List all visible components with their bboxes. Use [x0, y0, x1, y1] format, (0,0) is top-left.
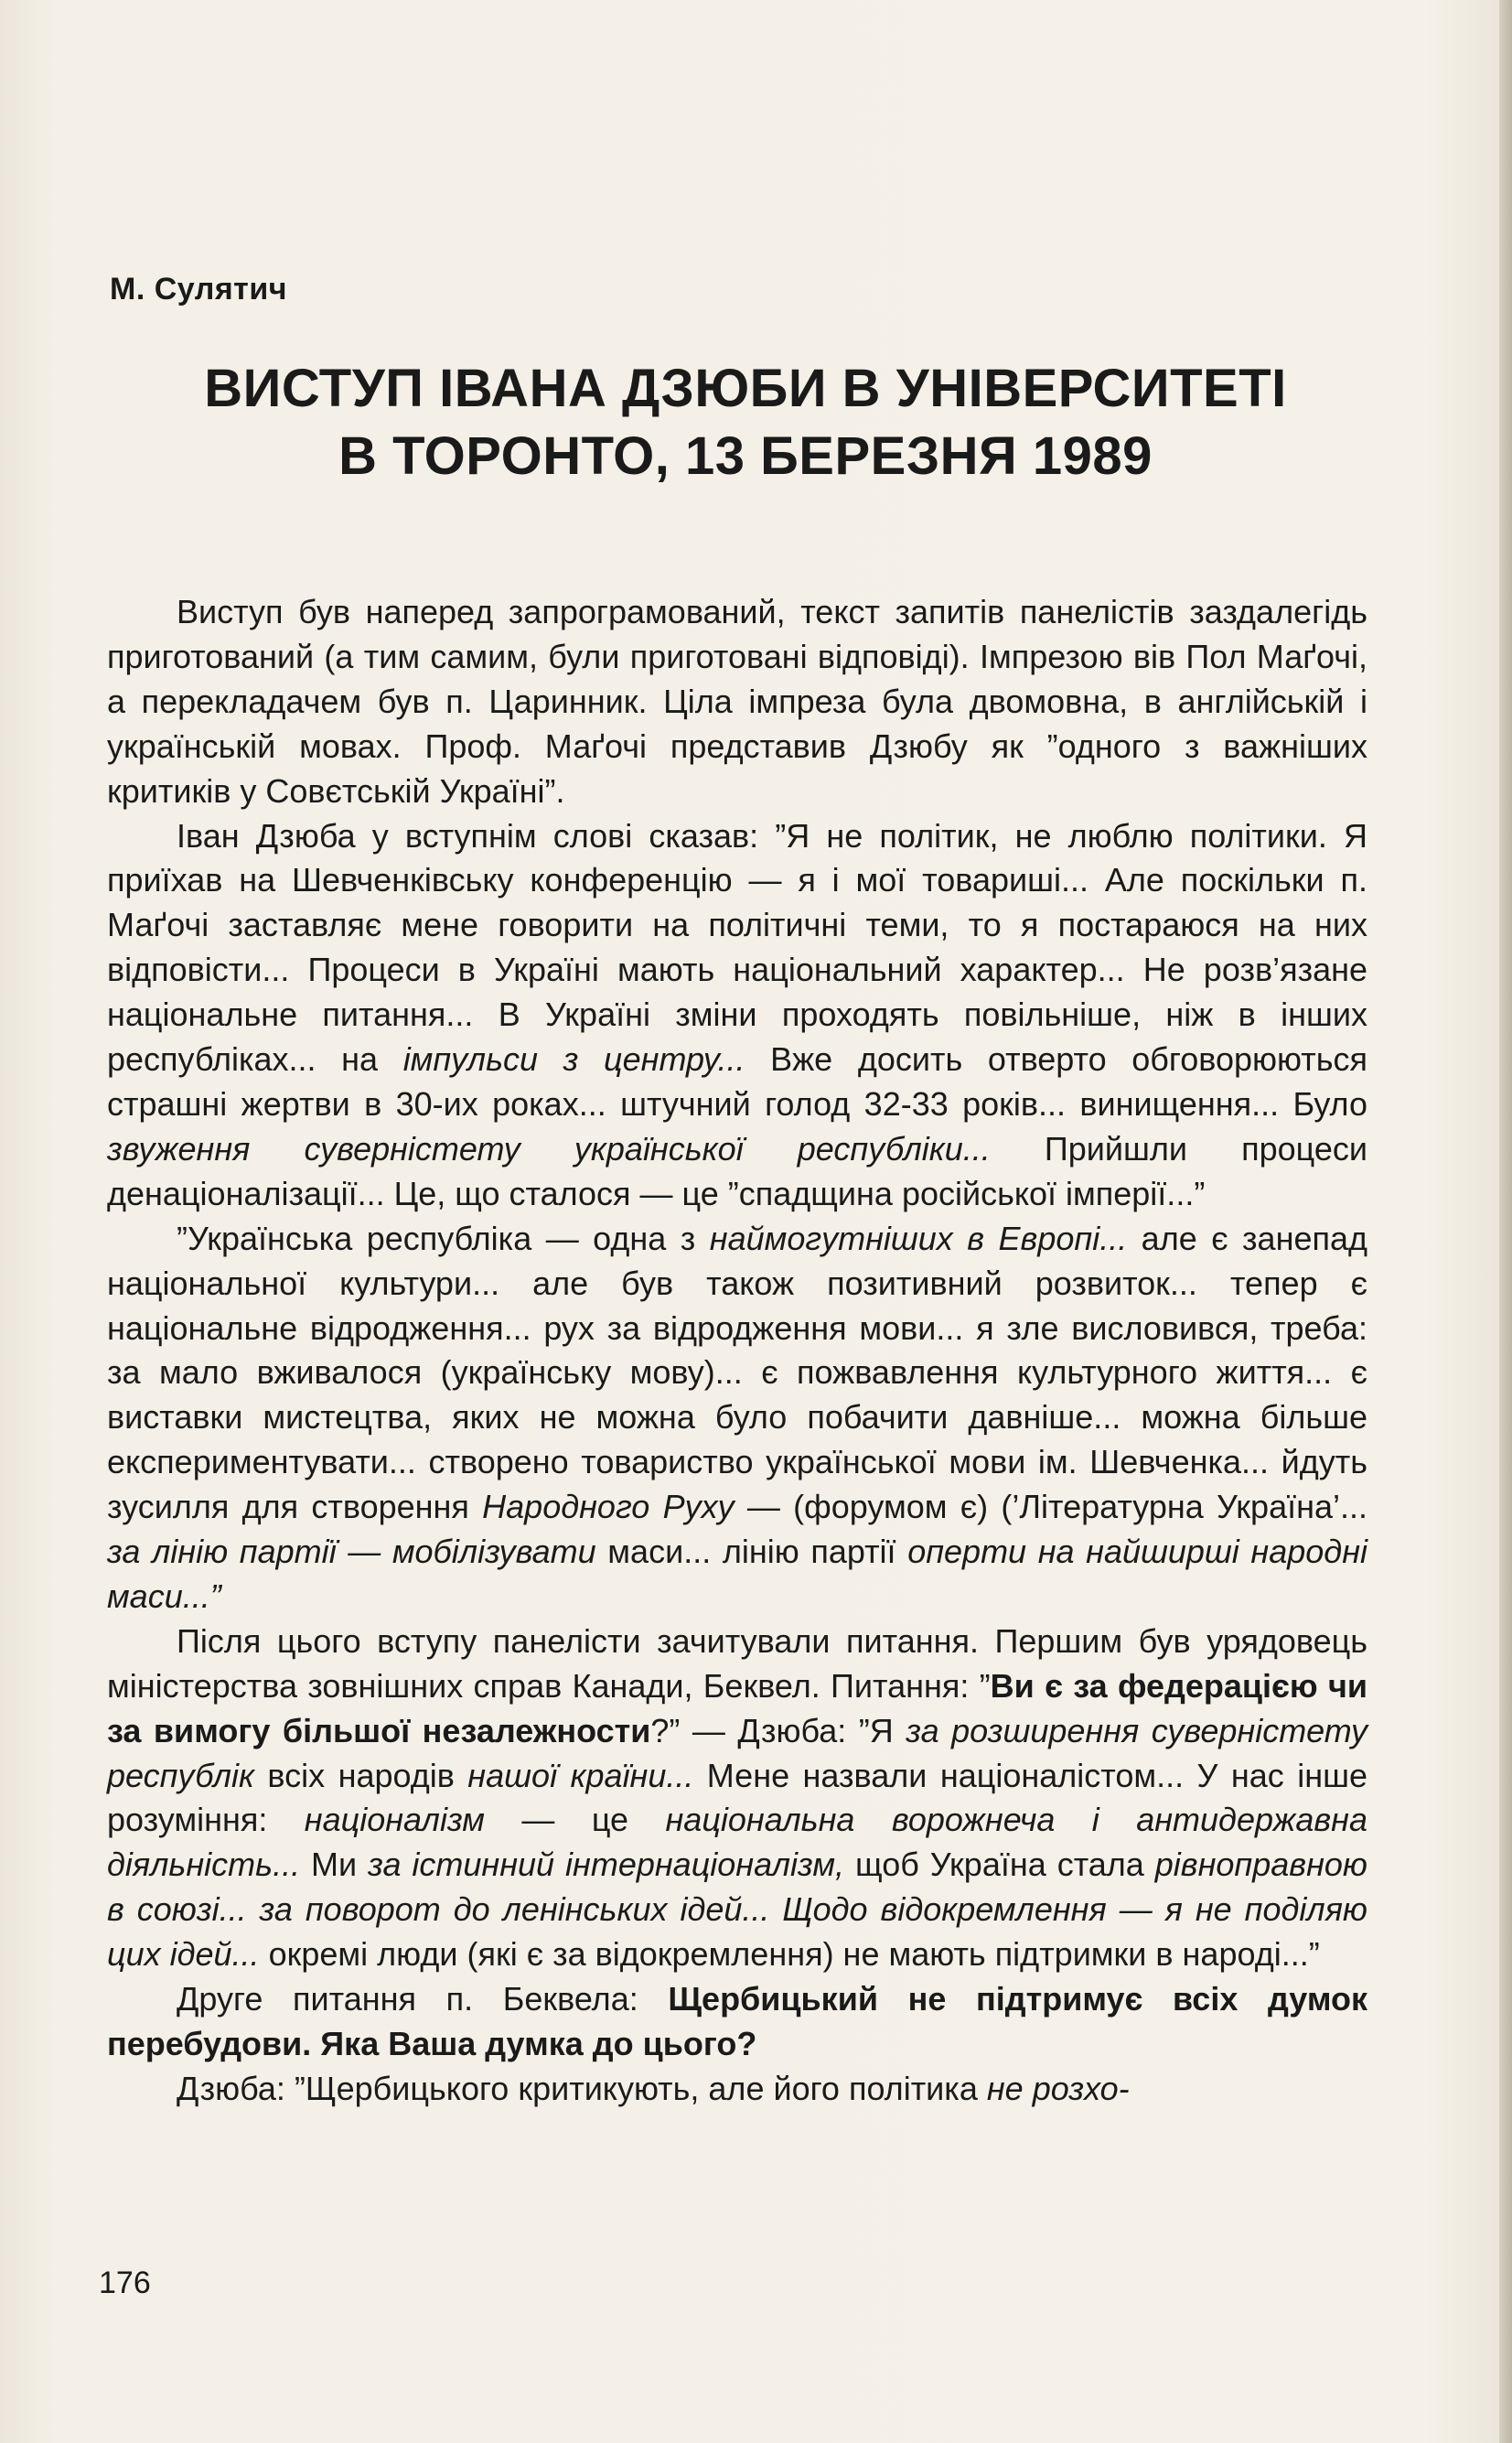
p2-text-c: Вже досить отверто обговорюються страшні жертви в 30-их роках... штучний голод 32-33 років... винищення... Було	[107, 1040, 1367, 1123]
p4-italic-f: нашої країни...	[467, 1756, 694, 1794]
p4-bold-b: Ви є за федерацією чи за вимогу більшої незалежности	[107, 1666, 1367, 1749]
p4-text-o: окремі люди (які є за відокремлення) не мають підтримки в народі...”	[259, 1935, 1320, 1974]
p3-italic-b: наймогутніших в Европі...	[709, 1219, 1128, 1257]
p2-italic-d: звуження суверністету української республіки...	[107, 1129, 991, 1168]
p4-text-a: Після цього вступу панелісти зачитували питання. Першим був урядовець міністерства зовнішних справ Канади, Беквел. Питання: ”	[107, 1621, 1367, 1705]
p3-text-c: але є занепад національної культури... але був також позитивний розвиток... тепер є національне відродження... рух за відродження мови... я зле висловився, треба: за мало вживалося (українську мову)... є пожвавлення культурного життя... є виставки мистецтва, яких не можна було побачити давніше... можна більше експериментувати... створено товариство української мови ім. Шевченка... йдуть зусилля для створення	[107, 1219, 1368, 1526]
page-gutter	[1499, 0, 1512, 2443]
title-line-1: ВИСТУП ІВАНА ДЗЮБИ В УНІВЕРСИТЕТІ	[204, 359, 1287, 418]
paragraph-1-text: Виступ був наперед запрограмований, текст запитів панелістів заздалегідь приготований (а тим самим, були приготовані відповіді). Імпрезою вів Пол Маґочі, а перекладачем був п. Царинник. Ціла імпреза була двомовна, в англійській і українській мовах. Проф. Маґочі представив Дзюбу як ”одного з важніших критиків у Совєтській Україні”.	[107, 593, 1367, 810]
p2-italic-b: імпульси з центру...	[402, 1040, 745, 1079]
page-number: 176	[99, 2265, 151, 2300]
article-body	[107, 590, 1367, 2112]
paragraph-3	[107, 1217, 1367, 1620]
paragraph-6	[107, 2067, 1367, 2112]
author-name: М. Сулятич	[110, 272, 287, 307]
paragraph-4	[107, 1620, 1367, 1977]
p4-italic-d: за розширення суверністету республік	[107, 1711, 1367, 1794]
p6-text-a: Дзюба: ”Щербицького критикують, але його політика	[177, 2069, 987, 2107]
p2-text-e: Прийшли процеси денаціоналізації... Це, що сталося — це ”спадщина російської імперії...”	[107, 1129, 1367, 1212]
p4-italic-l: за істинний інтернаціоналізм,	[368, 1846, 845, 1884]
title-line-2: В ТОРОНТО, 13 БЕРЕЗНЯ 1989	[338, 426, 1153, 486]
p3-italic-f: за лінію партії — мобілізувати	[107, 1533, 596, 1571]
p4-text-e: всіх народів	[254, 1756, 468, 1794]
p4-italic-n: рівноправною в союзі... за поворот до ленінських ідей... Щодо відокремлення — я не поділяю цих ідей...	[107, 1846, 1367, 1974]
p3-italic-h: оперти на найширші народні маси...”	[107, 1533, 1368, 1615]
paragraph-5	[107, 1977, 1367, 2067]
p3-text-a: ”Українська республіка — одна з	[177, 1219, 710, 1257]
paragraph-1	[107, 590, 1367, 814]
article-title	[110, 355, 1381, 490]
p5-text-a: Друге питання п. Беквела:	[177, 1980, 669, 2018]
p3-text-e: — (форумом є) (’Літературна Україна’...	[734, 1488, 1367, 1526]
p3-text-g: маси... лінію партії	[595, 1533, 908, 1571]
paragraph-2	[107, 814, 1367, 1217]
p2-text-a: Іван Дзюба у вступнім слові сказав: ”Я не політик, не люблю політики. Я приїхав на Шевченківську конференцію — я і мої товариші... Але поскільки п. Маґочі заставляє мене говорити на політичні теми, то я постараюся на них відповісти... Процеси в Україні мають національний характер... Не розв’язане національне питання... В Україні зміни проходять повільніше, ніж в інших республіках... на	[107, 816, 1367, 1079]
p6-italic-b: не розхо-	[986, 2069, 1130, 2107]
p4-text-i: — це	[484, 1801, 666, 1839]
p4-italic-j: національна ворожнеча і антидержавна діяльність...	[107, 1801, 1368, 1884]
p5-bold-b: Щербицький не підтримує всіх думок перебудови. Яка Ваша думка до цього?	[107, 1980, 1367, 2062]
p4-text-c: ?” — Дзюба: ”Я	[650, 1711, 906, 1749]
p4-text-m: щоб Україна стала	[844, 1846, 1155, 1884]
p4-text-k: Ми	[300, 1846, 369, 1884]
p4-text-g: Мене назвали націоналістом... У нас інше розуміння:	[107, 1756, 1367, 1839]
p4-italic-h: націоналізм	[304, 1801, 485, 1839]
p3-italic-d: Народного Руху	[482, 1488, 735, 1526]
